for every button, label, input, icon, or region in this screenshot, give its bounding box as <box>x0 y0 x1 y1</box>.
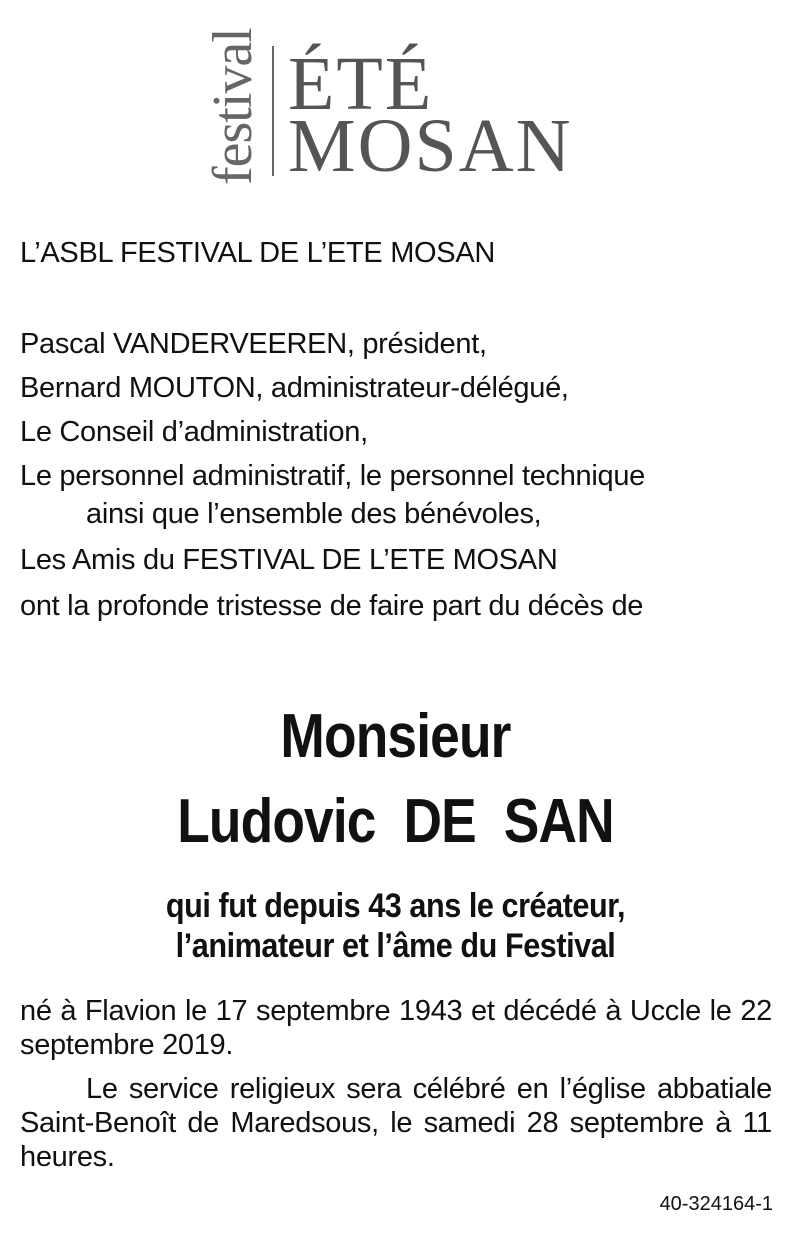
org-header: L’ASBL FESTIVAL DE L’ETE MOSAN <box>20 237 496 269</box>
deceased-title: Monsieur <box>280 702 511 771</box>
service-text: Le service religieux sera célébré en l’église abbatiale Saint-Benoît de Maredsous, le samedi 28 septembre à 11 heures. <box>20 1073 772 1173</box>
signatory-president: Pascal VANDERVEEREN, président, <box>20 328 487 360</box>
logo-festival-word: festival <box>202 28 264 185</box>
logo-ete: ÉTÉ <box>288 42 434 126</box>
signatory-board: Le Conseil d’administration, <box>20 416 368 448</box>
signatory-staff-cont: ainsi que l’ensemble des bénévoles, <box>86 498 542 530</box>
tribute-line-1: qui fut depuis 43 ans le créateur, <box>165 887 626 925</box>
signatory-friends: Les Amis du FESTIVAL DE L’ETE MOSAN <box>20 544 558 576</box>
announcement-text: ont la profonde tristesse de faire part du décès de <box>20 590 644 622</box>
logo-mosan: MOSAN <box>288 104 573 188</box>
logo-divider <box>272 46 274 176</box>
birth-death-text: né à Flavion le 17 septembre 1943 et décédé à Uccle le 22 septembre 2019. <box>20 995 772 1061</box>
reference-number: 40-324164-1 <box>659 1193 773 1215</box>
signatory-administrator: Bernard MOUTON, administrateur-délégué, <box>20 372 569 404</box>
tribute-line-2: l’animateur et l’âme du Festival <box>175 927 616 965</box>
deceased-name: Ludovic DE SAN <box>177 787 614 856</box>
signatory-staff: Le personnel administratif, le personnel technique <box>20 460 646 492</box>
